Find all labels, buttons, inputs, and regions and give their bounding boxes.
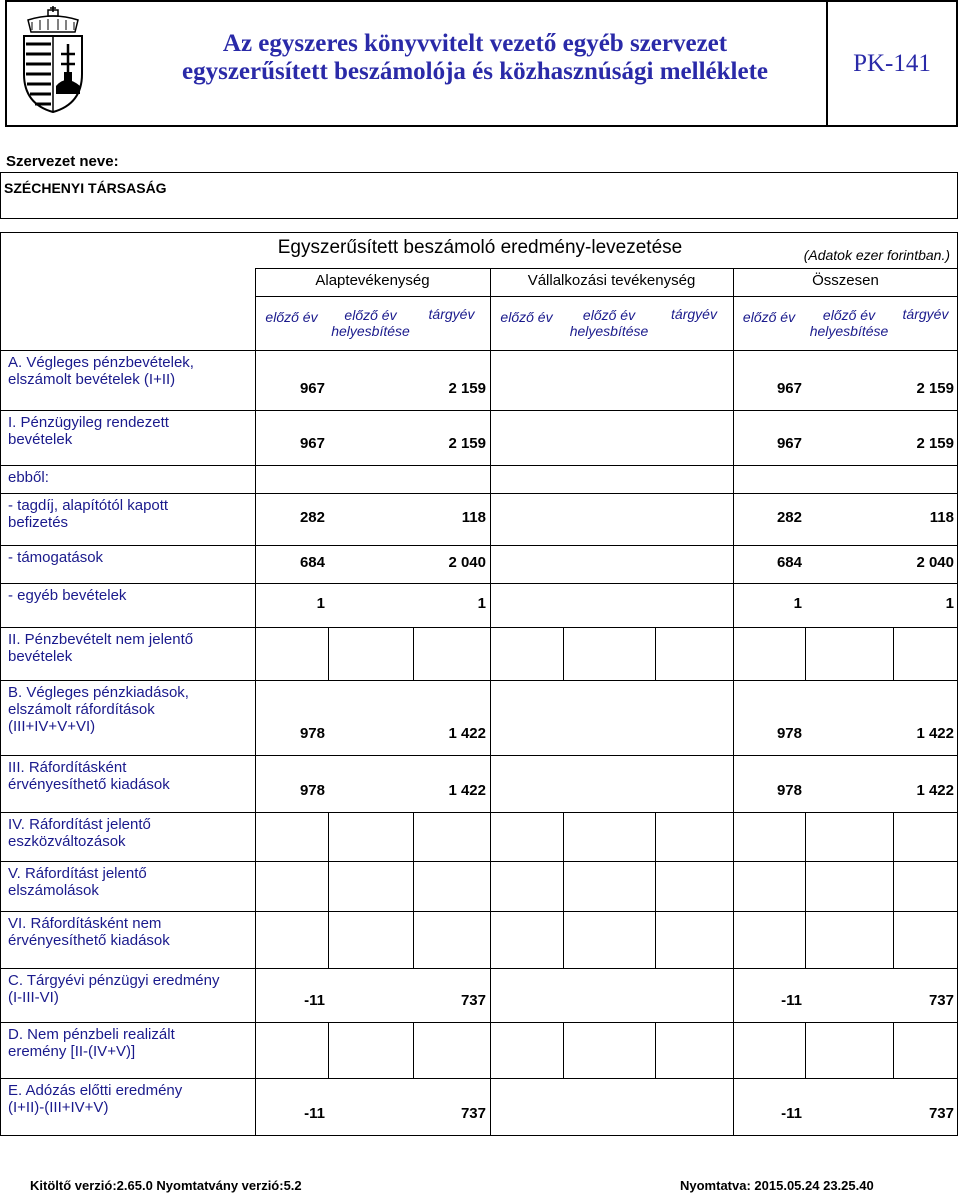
cell-divider [893,627,894,680]
row-label: III. Ráfordításként érvényesíthető kiadások [8,759,170,793]
table-cell-value: 967 [299,380,325,397]
organization-name: SZÉCHENYI TÁRSASÁG [4,180,167,196]
group-header-bottom-line [255,296,958,297]
cell-divider [655,861,656,911]
row-separator [0,465,958,466]
table-cell-value: 1 [945,595,954,612]
cell-divider [563,812,564,861]
cell-divider [328,861,329,911]
table-left-border [0,232,1,1135]
table-top-border [0,232,958,233]
table-cell-value: 967 [776,380,802,397]
table-cell-value: 1 422 [448,782,486,799]
table-cell-value: -11 [781,1105,802,1122]
hungarian-coat-of-arms-icon [18,6,88,116]
cell-divider [413,627,414,680]
form-title [130,30,820,86]
column-header-adjustment: előző év helyesbítése [331,307,410,339]
table-cell-value: 2 159 [448,435,486,452]
table-cell-value: -11 [781,992,802,1009]
row-separator [0,583,958,584]
cell-divider [413,1022,414,1078]
table-cell-value: -11 [304,1105,325,1122]
cell-divider [893,1022,894,1078]
cell-divider [563,627,564,680]
row-label: I. Pénzügyileg rendezett bevételek [8,414,169,448]
unit-note: (Adatok ezer forintban.) [803,247,950,263]
table-cell-value: 978 [299,782,325,799]
cell-divider [328,1022,329,1078]
table-cell-value: 1 422 [916,782,954,799]
cell-divider [805,1022,806,1078]
row-separator [0,680,958,681]
table-cell-value: 2 159 [916,435,954,452]
row-separator [0,861,958,862]
table-cell-value: 684 [776,554,802,571]
cell-divider [893,911,894,968]
cell-divider [413,911,414,968]
table-cell-value: 1 422 [916,725,954,742]
table-right-border [957,232,958,1135]
table-cell-value: 2 159 [448,380,486,397]
row-separator [0,911,958,912]
column-header-previous-year: előző év [742,309,796,325]
cell-divider [655,812,656,861]
row-label: - tagdíj, alapítótól kapott befizetés [8,497,169,531]
column-header-adjustment: előző év helyesbítése [809,307,889,339]
table-cell-value: 2 159 [916,380,954,397]
group-header: Összesen [812,272,879,289]
table-cell-value: 737 [928,992,954,1009]
organization-label: Szervezet neve: [6,153,119,170]
table-cell-value: 737 [460,1105,486,1122]
table-cell-value: 967 [776,435,802,452]
table-cell-value: 118 [461,509,486,526]
form-title-line2: egyszerűsített beszámolója és közhasznúsági melléklete [182,58,768,85]
cell-divider [328,627,329,680]
row-separator [0,968,958,969]
cell-divider [413,861,414,911]
column-header-current-year: tárgyév [428,306,475,322]
row-label: II. Pénzbevételt nem jelentő bevételek [8,631,194,665]
row-label: - egyéb bevételek [8,587,127,604]
table-cell-value: 1 [793,595,802,612]
row-separator [0,545,958,546]
table-cell-value: 1 422 [448,725,486,742]
cell-divider [805,911,806,968]
cell-divider [413,812,414,861]
row-separator [0,350,958,351]
row-label: - támogatások [8,549,104,566]
cell-divider [655,1022,656,1078]
table-cell-value: 282 [299,509,325,526]
column-header-current-year: tárgyév [671,306,717,322]
row-label: A. Végleges pénzbevételek, elszámolt bevételek (I+II) [8,354,194,388]
table-cell-value: 2 040 [448,554,486,571]
form-code: PK-141 [853,50,931,77]
row-separator [0,493,958,494]
row-label: C. Tárgyévi pénzügyi eredmény (I-III-VI) [8,972,220,1006]
row-separator [0,812,958,813]
column-header-current-year: tárgyév [902,306,949,322]
table-cell-value: 978 [776,782,802,799]
table-cell-value: 282 [776,509,802,526]
row-label: ebből: [8,469,49,486]
cell-divider [805,627,806,680]
row-label: VI. Ráfordításként nem érvényesíthető kiadások [8,915,170,949]
row-label: IV. Ráfordítást jelentő eszközváltozások [8,816,151,850]
group-header: Alaptevékenység [315,272,430,289]
row-label: E. Adózás előtti eredmény (I+II)-(III+IV+V) [8,1082,183,1116]
row-label: V. Ráfordítást jelentő elszámolások [8,865,147,899]
table-bottom-border [0,1135,958,1136]
column-header-previous-year: előző év [265,309,318,325]
report-title: Egyszerűsített beszámoló eredmény-levezetése [277,237,683,258]
cell-divider [563,1022,564,1078]
form-title-line1: Az egyszeres könyvvitelt vezető egyéb szervezet [222,30,728,57]
table-cell-value: 737 [460,992,486,1009]
column-header-adjustment: előző év helyesbítése [569,307,649,339]
cell-divider [655,627,656,680]
table-cell-value: 1 [316,595,325,612]
row-separator [0,755,958,756]
cell-divider [563,861,564,911]
row-separator [0,627,958,628]
table-cell-value: 2 040 [916,554,954,571]
cell-divider [328,911,329,968]
table-cell-value: 978 [299,725,325,742]
row-label: B. Végleges pénzkiadások, elszámolt ráfordítások (III+IV+V+VI) [8,684,189,735]
column-header-previous-year: előző év [500,309,553,325]
table-cell-value: -11 [304,992,325,1009]
cell-divider [805,861,806,911]
table-cell-value: 978 [776,725,802,742]
cell-divider [328,812,329,861]
table-cell-value: 118 [929,509,954,526]
table-cell-value: 737 [928,1105,954,1122]
cell-divider [563,911,564,968]
table-cell-value: 684 [299,554,325,571]
cell-divider [655,911,656,968]
row-separator [0,1078,958,1079]
group-header-top-line [255,268,958,269]
table-cell-value: 1 [477,595,486,612]
group-header: Vállalkozási tevékenység [527,272,696,289]
group-divider [490,268,491,1135]
version-info: Kitöltő verzió:2.65.0 Nyomtatvány verzió:5.2 [30,1178,302,1193]
cell-divider [805,812,806,861]
table-cell-value: 967 [299,435,325,452]
cell-divider [893,812,894,861]
row-label: D. Nem pénzbeli realizált eremény [II-(IV+V)] [8,1026,175,1060]
row-separator [0,410,958,411]
print-timestamp: Nyomtatva: 2015.05.24 23.25.40 [680,1178,874,1193]
cell-divider [893,861,894,911]
row-separator [0,1022,958,1023]
